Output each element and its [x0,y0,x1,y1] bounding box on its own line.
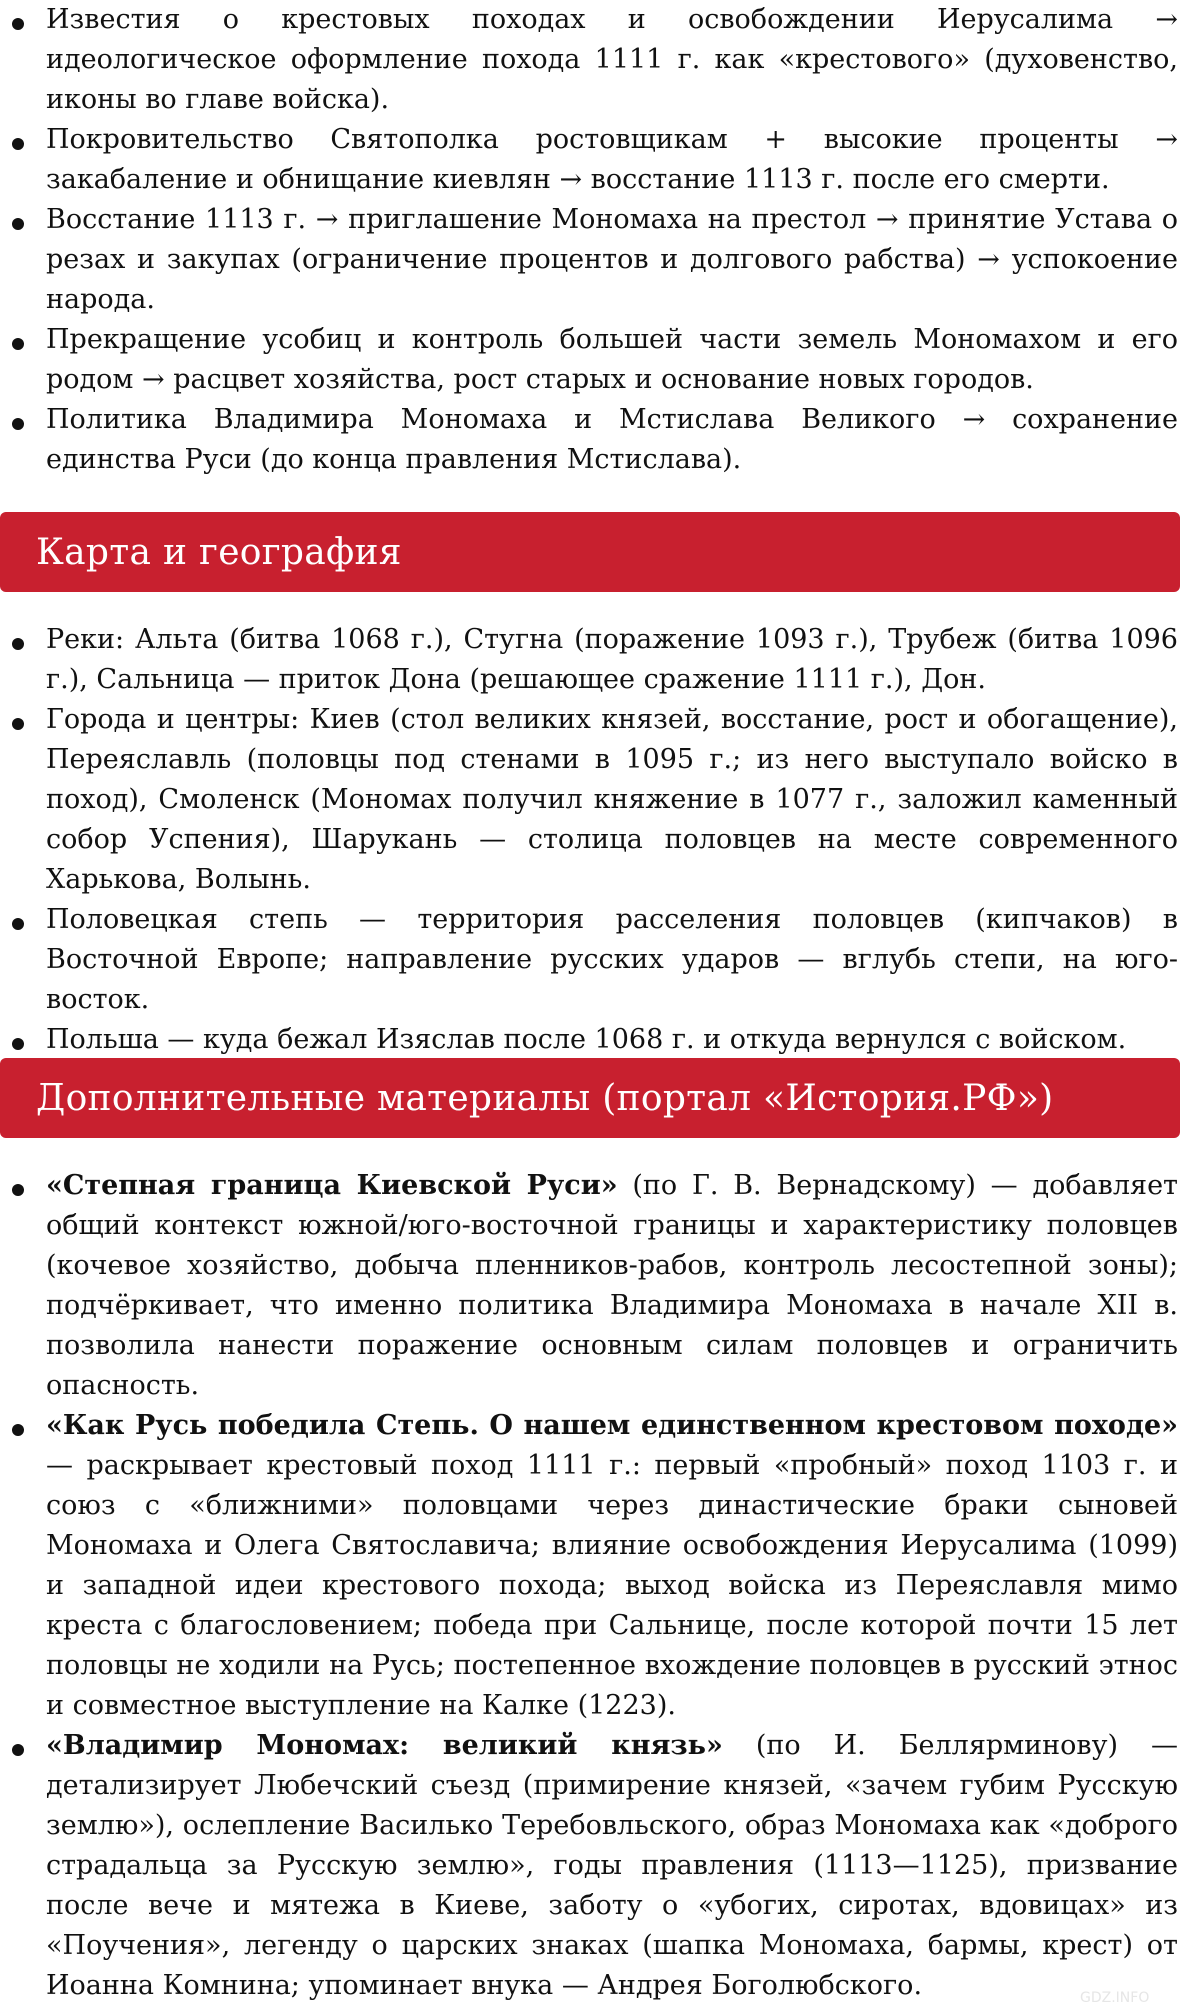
list-item [0,1166,1180,1406]
material-text: — раскрывает крестовый поход 1111 г.: первый «пробный» поход 1103 г. и союз с «ближними» половцами через династические браки сыновей Мономаха и Олега Святославича; влияние освобождения Иерусалима (1099) и западной идеи крестового похода; выход войска из Переяславля мимо креста с благословением; победа при Сальнице, после которой почти 15 лет половцы не ходили на Русь; постепенное вхождение половцев в русский этнос и совместное выступление на Калке (1223). [46,1450,1178,1721]
section-title: Карта и география [36,531,402,573]
item-text: Польша — куда бежал Изяслав после 1068 г. и откуда вернулся с войском. [46,1024,1127,1055]
list-item [0,900,1180,1020]
list-item [0,120,1180,200]
materials-bullet-list [0,1166,1180,2006]
item-text: Половецкая степь — территория расселения половцев (кипчаков) в Восточной Европе; направление русских ударов — вглубь степи, на юго-восток. [46,904,1178,1015]
material-title: «Как Русь победила Степь. О нашем единственном крестовом походе» [46,1410,1178,1441]
bullet-icon [12,138,24,150]
bullet-icon [12,638,24,650]
bullet-icon [12,1038,24,1050]
item-text: Политика Владимира Мономаха и Мстислава Великого → сохранение единства Руси (до конца правления Мстислава). [46,404,1178,475]
item-text: Прекращение усобиц и контроль большей части земель Мономахом и его родом → расцвет хозяйства, рост старых и основание новых городов. [46,324,1178,395]
bullet-icon [12,1184,24,1196]
list-item [0,320,1180,400]
bullet-icon [12,218,24,230]
bullet-icon [12,918,24,930]
bullet-icon [12,1424,24,1436]
list-item [0,700,1180,900]
section-title: Дополнительные материалы (портал «История.РФ») [36,1077,1054,1119]
list-item [0,1406,1180,1726]
item-text: Покровительство Святополка ростовщикам + высокие проценты → закабаление и обнищание киевлян → восстание 1113 г. после его смерти. [46,124,1178,195]
item-text: Известия о крестовых походах и освобождении Иерусалима → идеологическое оформление похода 1111 г. как «крестового» (духовенство, иконы во главе войска). [46,4,1178,115]
bullet-icon [12,338,24,350]
material-text: (по И. Беллярминову) — детализирует Любечский съезд (примирение князей, «зачем губим Русскую землю»), ослепление Василько Теребовльского, образ Мономаха как «доброго страдальца за Русскую землю», годы правления (1113—1125), призвание после вече и мятежа в Киеве, заботу о «убогих, сиротах, вдовицах» из «Поучения», легенду о царских знаках (шапка Мономаха, бармы, крест) от Иоанна Комнина; упоминает внука — Андрея Боголюбского. [46,1730,1178,2001]
item-text: Восстание 1113 г. → приглашение Мономаха на престол → принятие Устава о резах и закупах (ограничение процентов и долгового рабства) → успокоение народа. [46,204,1178,315]
item-text: Города и центры: Киев (стол великих князей, восстание, рост и обогащение), Переяславль (половцы под стенами в 1095 г.; из него выступало войско в поход), Смоленск (Мономах получил княжение в 1077 г., заложил каменный собор Успения), Шарукань — столица половцев на месте современного Харькова, Волынь. [46,704,1178,895]
list-item [0,200,1180,320]
bullet-icon [12,718,24,730]
bullet-icon [12,18,24,30]
material-title: «Степная граница Киевской Руси» [46,1170,618,1201]
intro-bullet-list [0,0,1180,480]
list-item [0,0,1180,120]
section-header-materials [0,1058,1180,1138]
material-text: (по Г. В. Вернадскому) — добавляет общий контекст южной/юго-восточной границы и характеристику половцев (кочевое хозяйство, добыча пленников-рабов, контроль лесостепной зоны); подчёркивает, что именно политика Владимира Мономаха в начале XII в. позволила нанести поражение основным силам половцев и ограничить опасность. [46,1170,1178,1401]
map-bullet-list [0,620,1180,1060]
section-header-map [0,512,1180,592]
list-item [0,620,1180,700]
bullet-icon [12,1744,24,1756]
list-item [0,400,1180,480]
material-title: «Владимир Мономах: великий князь» [46,1730,723,1761]
list-item [0,1020,1180,1060]
bullet-icon [12,418,24,430]
item-text: Реки: Альта (битва 1068 г.), Стугна (поражение 1093 г.), Трубеж (битва 1096 г.), Сальница — приток Дона (решающее сражение 1111 г.), Дон. [46,624,1178,695]
watermark-logo: GDZ.INFO [1080,1990,1150,2006]
list-item [0,1726,1180,2006]
